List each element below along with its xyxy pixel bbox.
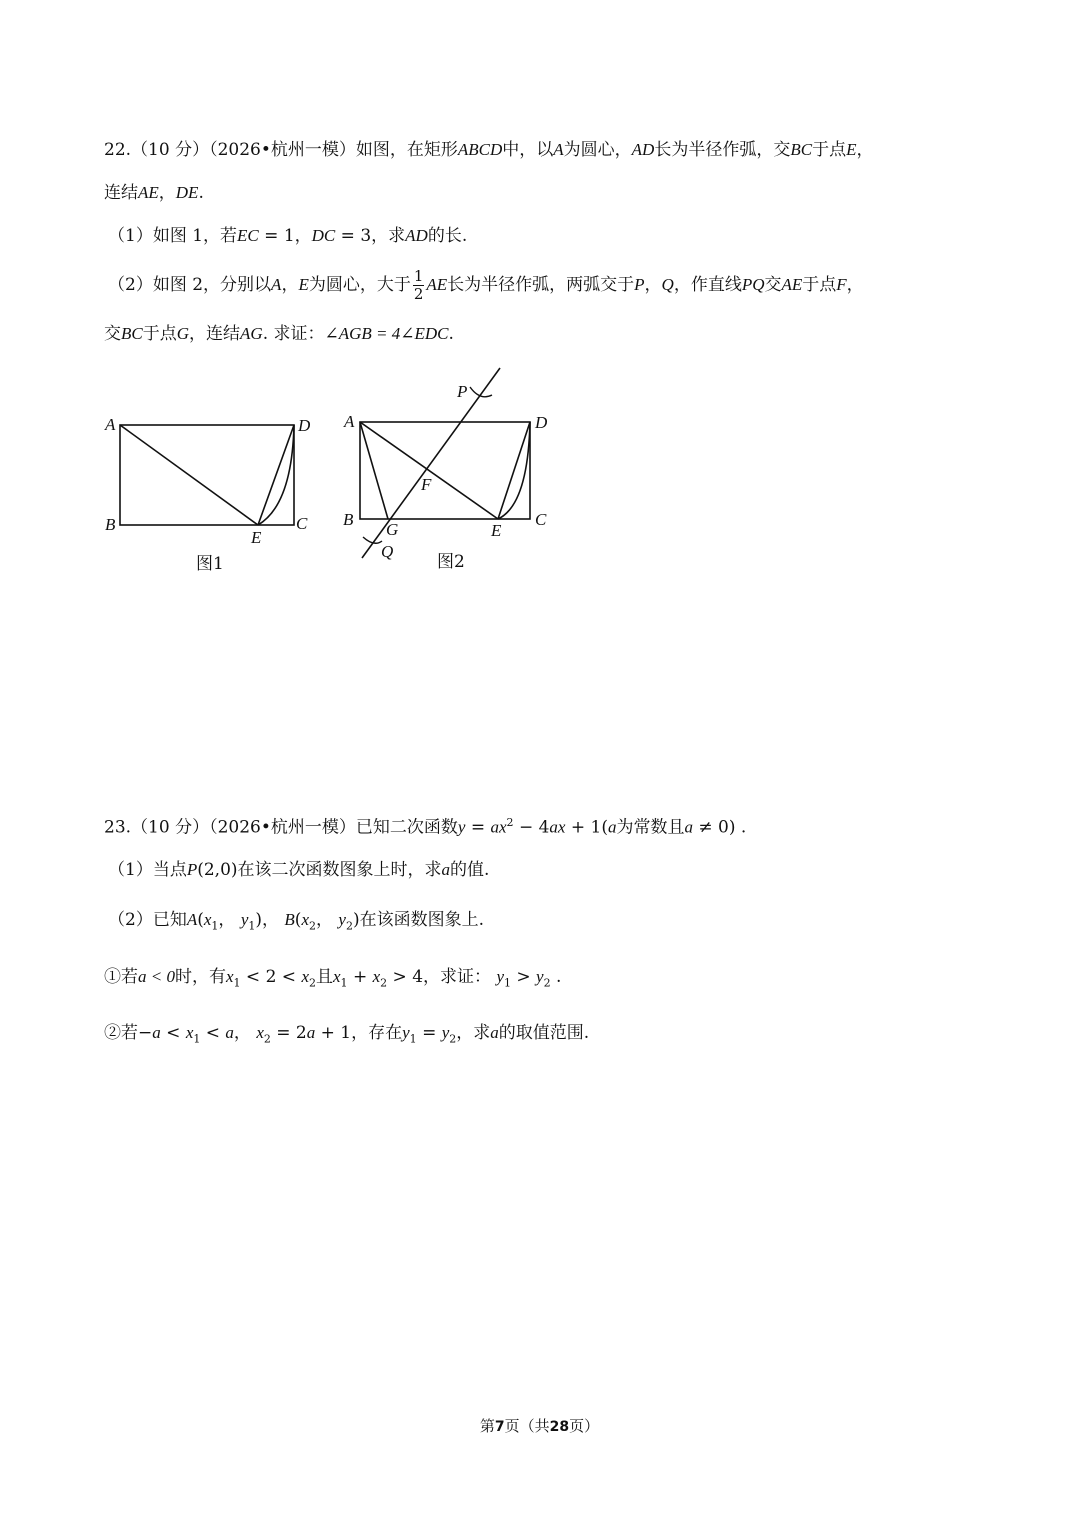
total-pages: 28 <box>549 1419 570 1435</box>
q22-part-2-line-1: （2）如图 2，分别以A，E为圆心，大于 $\frac{1}{2}$ AE长为半径作弧，两弧交于P，Q，作直线PQ交AE于点F， <box>108 267 864 303</box>
page-footer: 第7页（共28页） <box>479 1417 600 1435</box>
q23-sub-1: ①若a < 0时，有$x_1 < 2 < x_2$且$x_1 + x_2 > 4$，求证： $y_1 > y_2$ . <box>104 967 562 990</box>
segment-ae-2 <box>360 422 498 519</box>
label-f: F <box>421 475 432 494</box>
label-a-2: A <box>344 412 355 431</box>
q22-part-1: （1）如图 1，若EC = 1，DC = 3，求AD的长. <box>108 226 468 246</box>
line-pq <box>362 368 500 558</box>
one-half-fraction: $\frac{1}{2}$ <box>413 267 424 303</box>
label-e-2: E <box>491 521 502 540</box>
figure-2-caption: 图2 <box>437 552 465 572</box>
label-e: E <box>251 528 262 547</box>
label-c-2: C <box>535 510 547 529</box>
label-g: G <box>386 520 399 539</box>
q23-part-1: （1）当点P(2,0)在该二次函数图象上时，求a的值. <box>108 860 490 880</box>
figure-1-caption: 图1 <box>196 554 224 574</box>
page-number: 7 <box>494 1419 505 1435</box>
label-b-2: B <box>343 510 354 529</box>
figure-2 <box>340 365 565 570</box>
label-b: B <box>105 515 116 534</box>
label-a: A <box>105 415 116 434</box>
q23-line-1: 23.（10 分）（2026•杭州一模）已知二次函数$y = ax^2 - 4ax + 1(a$为常数且a ≠ 0) . <box>104 816 747 838</box>
q23-part-2: （2）已知$A(x_1$， $y_1$)， $B(x_2$， $y_2$)在该函数图象上. <box>108 910 484 933</box>
label-p: P <box>457 382 468 401</box>
segment-ag <box>360 422 388 519</box>
segment-ae <box>120 425 258 525</box>
arc-mark-q <box>363 537 382 543</box>
label-d: D <box>298 416 311 435</box>
label-q: Q <box>381 542 394 561</box>
rectangle-abcd <box>120 425 294 525</box>
q22-part-2-line-2: 交BC于点G，连结AG. 求证：∠AGB = 4∠EDC. <box>104 324 454 344</box>
label-c: C <box>296 514 308 533</box>
rectangle-abcd-2 <box>360 422 530 519</box>
q22-line-1: 22.（10 分）（2026•杭州一模）如图，在矩形ABCD中，以A为圆心，AD长为半径作弧，交BC于点E， <box>104 140 874 160</box>
label-d-2: D <box>535 413 548 432</box>
q23-sub-2: ②若$-a < x_1 < a$， $x_2 = 2a + 1$，存在$y_1 = y_2$，求a的取值范围. <box>104 1023 590 1046</box>
q22-line-2: 连结AE，DE. <box>104 183 204 203</box>
